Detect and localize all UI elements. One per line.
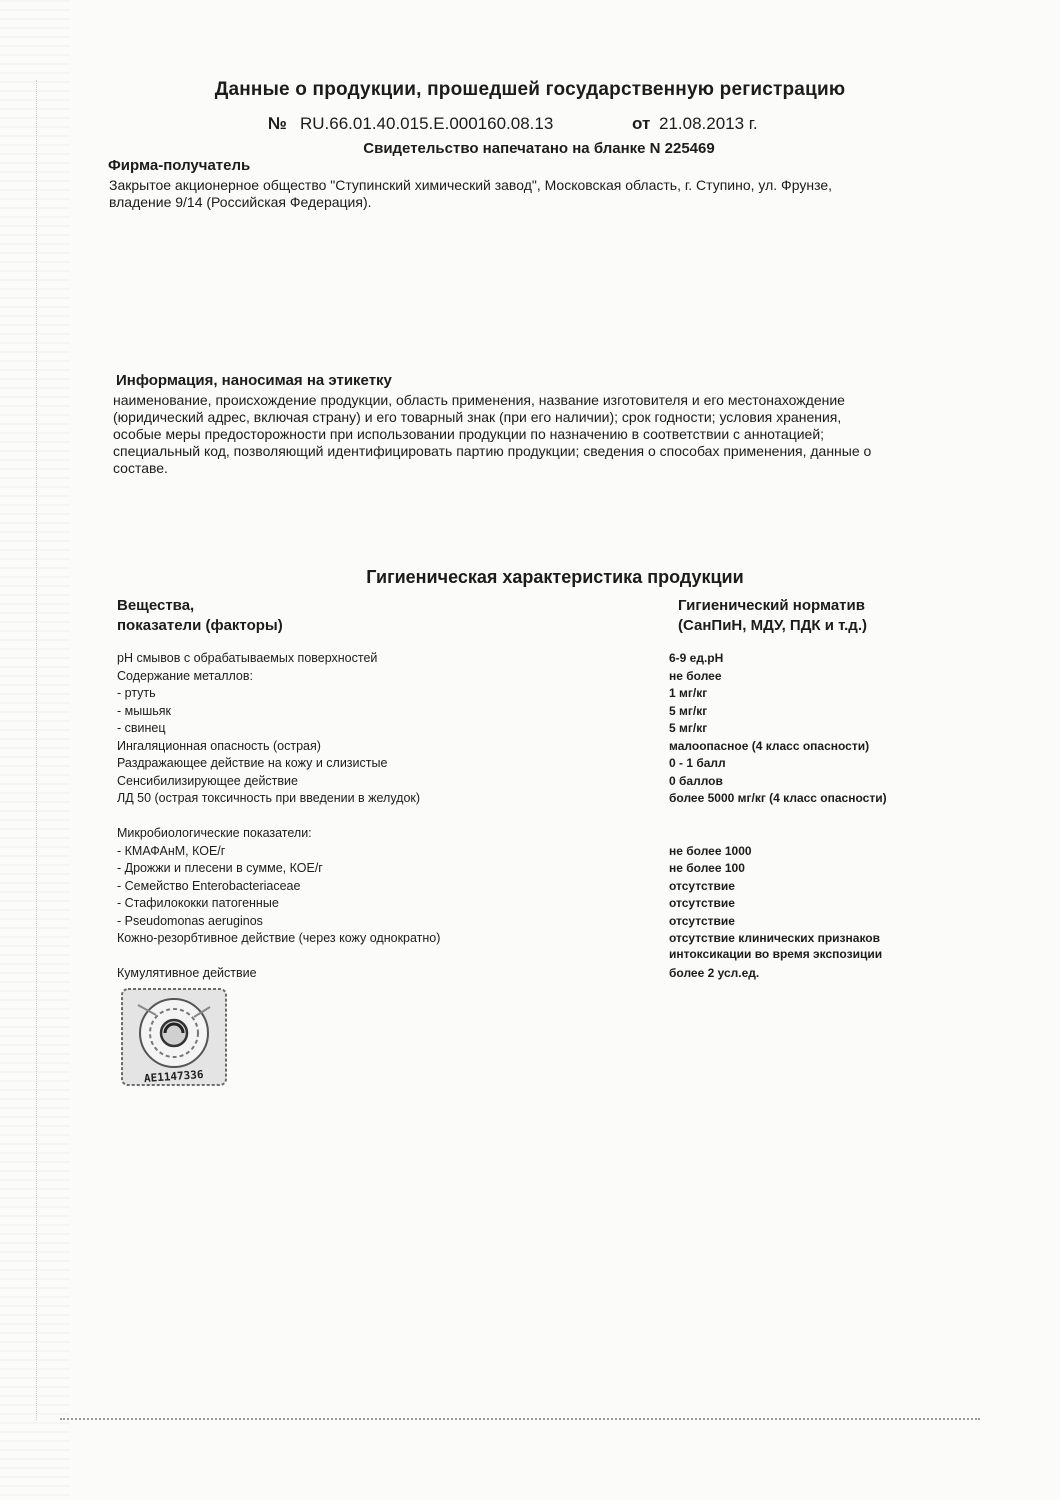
hygiene-row-value: не более 100 (669, 861, 745, 875)
registration-date: 21.08.2013 г. (659, 114, 758, 133)
hygiene-row (117, 650, 897, 668)
hygiene-row-name: рН смывов с обрабатываемых поверхностей (117, 651, 378, 665)
hygiene-col-norm (678, 596, 867, 636)
hygiene-row-name: - Дрожжи и плесени в сумме, КОЕ/г (117, 861, 323, 875)
label-info-heading: Информация, наносимая на этикетку (116, 372, 392, 389)
label-info-text: наименование, происхождение продукции, область применения, название изготовителя и его местонахождение (юридический адрес, включая страну) и его товарный знак (при его наличии); срок годности; условия хранения, особые меры предосторожности при использовании продукции по назначению в соответствии с аннотацией; специальный код, позволяющий идентифицировать партию продукции; сведения о способах применения, данные о составе. (113, 392, 872, 476)
hygiene-row (117, 773, 897, 791)
hygiene-row-value: отсутствие (669, 913, 735, 928)
recipient-text: Закрытое акционерное общество "Ступинский химический завод", Московская область, г. Ступино, ул. Фрунзе, владение 9/14 (Российская Федерация). (109, 177, 833, 210)
hygiene-col-substances-line2: показатели (факторы) (117, 617, 283, 634)
hygiene-row (117, 755, 897, 773)
scan-dotted-bottom (60, 1418, 980, 1420)
hygiene-col-substances-line1: Вещества, (117, 597, 195, 614)
recipient-heading: Фирма-получатель (108, 157, 251, 174)
hygiene-row-name: Микробиологические показатели: (117, 826, 312, 840)
hygiene-row-value: отсутствие клинических признаков интоксикации во время экспозиции (669, 931, 883, 961)
hygiene-row-value: 0 баллов (669, 773, 723, 788)
hygiene-row-name: - свинец (117, 721, 166, 735)
hygiene-row-value: 6-9 ед.рН (669, 651, 724, 665)
scan-dotted-edge (36, 80, 37, 1420)
hygiene-row-name: - ртуть (117, 686, 156, 700)
hygiene-row (117, 878, 897, 896)
hygiene-row-name: - Семейство Enterobacteriaceae (117, 878, 301, 893)
hygiene-table (117, 650, 897, 983)
hygiene-row (117, 738, 897, 756)
hygiene-row-value: более 5000 мг/кг (4 класс опасности) (669, 791, 887, 805)
hygiene-row-name: ЛД 50 (острая токсичность при введении в желудок) (117, 791, 421, 805)
document-title: Данные о продукции, прошедшей государственную регистрацию (214, 79, 846, 100)
hygiene-row-value: отсутствие (669, 878, 735, 893)
hygiene-row (117, 720, 897, 738)
hologram-sticker-icon (118, 985, 230, 1089)
hologram-code: АЕ1147336 (143, 1067, 204, 1086)
hygiene-row-value: не более 1000 (669, 843, 752, 858)
hygiene-row-value: не более (669, 668, 722, 683)
hygiene-row (117, 913, 897, 931)
scan-edge-artifact (0, 0, 70, 1500)
hygiene-section-title: Гигиеническая характеристика продукции (366, 567, 744, 587)
hygiene-row (117, 668, 897, 686)
hygiene-row-name: Сенсибилизирующее действие (117, 773, 298, 788)
hygiene-row (117, 930, 897, 965)
hygiene-col-substances (117, 596, 283, 636)
hygiene-row-value: малоопасное (4 класс опасности) (669, 738, 870, 753)
hygiene-row-value: отсутствие (669, 896, 735, 910)
hygiene-row-value: 1 мг/кг (669, 686, 708, 700)
hygiene-row-name: - КМАФАнМ, КОЕ/г (117, 843, 226, 858)
hygiene-row (117, 825, 897, 843)
hygiene-row (117, 895, 897, 913)
hygiene-row (117, 703, 897, 721)
hygiene-row-name: - мышьяк (117, 703, 171, 718)
hygiene-row (117, 790, 897, 825)
blank-number-note: Свидетельство напечатано на бланке N 225469 (363, 140, 715, 157)
hygiene-row (117, 843, 897, 861)
hygiene-row (117, 860, 897, 878)
hygiene-row-value: 0 - 1 балл (669, 756, 726, 770)
hygiene-row-value: 5 мг/кг (669, 721, 708, 735)
hygiene-row (117, 685, 897, 703)
hygiene-row (117, 965, 897, 983)
hygiene-row-name: - Стафилококки патогенные (117, 896, 279, 910)
hygiene-row-name: Раздражающее действие на кожу и слизистые (117, 756, 388, 770)
hygiene-row-name: - Pseudomonas aeruginos (117, 913, 263, 928)
hygiene-row-name: Кумулятивное действие (117, 966, 257, 980)
hygiene-row-name: Ингаляционная опасность (острая) (117, 738, 321, 753)
registration-date-label: от (632, 114, 651, 133)
registration-number-label: № (268, 114, 287, 133)
hygiene-col-norm-line2: (СанПиН, МДУ, ПДК и т.д.) (678, 617, 867, 634)
hygiene-row-value: 5 мг/кг (669, 703, 708, 718)
registration-number: RU.66.01.40.015.E.000160.08.13 (300, 114, 554, 133)
hygiene-row-value: более 2 усл.ед. (669, 966, 760, 980)
hygiene-row-name: Кожно-резорбтивное действие (через кожу однократно) (117, 931, 441, 945)
hygiene-col-norm-line1: Гигиенический норматив (678, 597, 865, 614)
hygiene-row-name: Содержание металлов: (117, 668, 253, 683)
